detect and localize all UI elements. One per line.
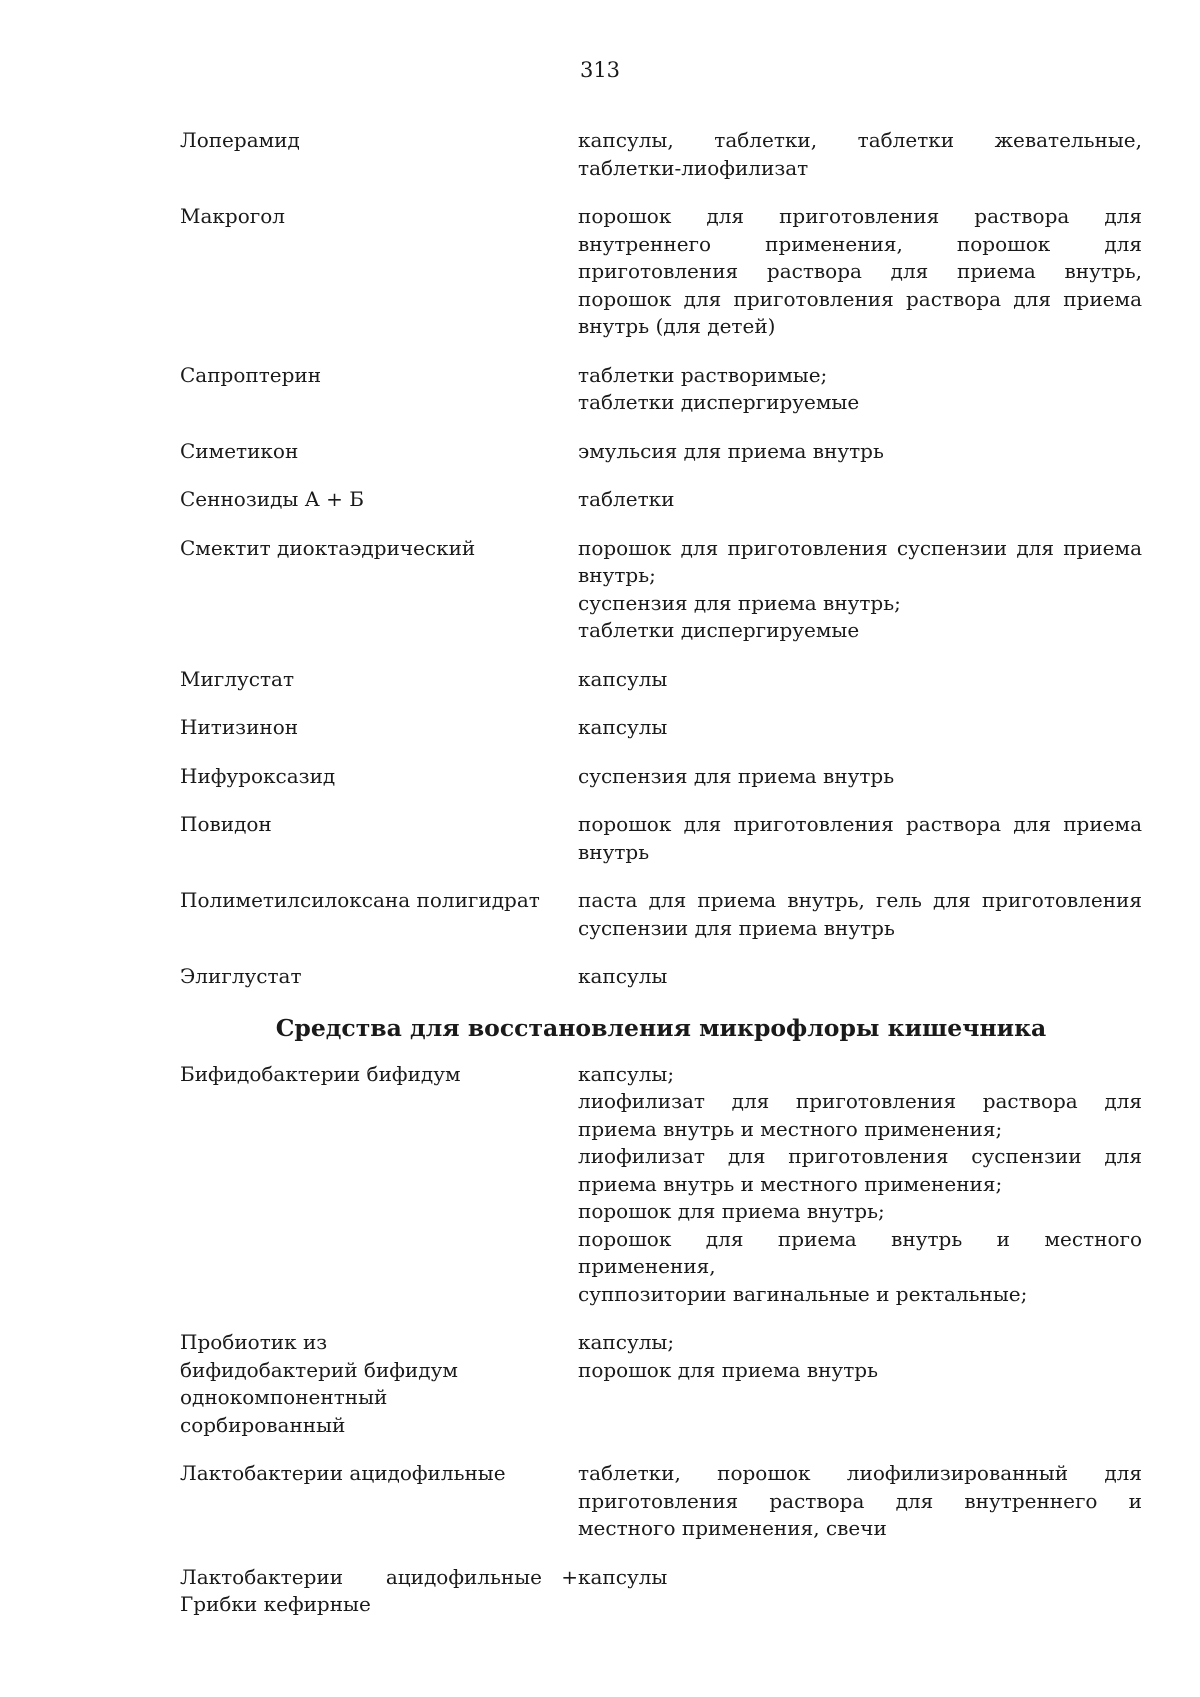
- dosage-form-line: порошок для приготовления суспензии для приема внутрь;: [578, 535, 1142, 587]
- dosage-forms: [578, 666, 1142, 694]
- dosage-form-line: порошок для приема внутрь: [578, 1357, 878, 1382]
- dosage-form-line: лиофилизат для приготовления раствора для приема внутрь и местного применения;: [578, 1089, 1142, 1141]
- dosage-form-line: эмульсия для приема внутрь: [578, 438, 884, 463]
- dosage-form-line: капсулы;: [578, 1061, 675, 1086]
- drug-name: Нифуроксазид: [180, 763, 336, 788]
- dosage-forms: [578, 714, 1142, 742]
- dosage-form-line: лиофилизат для приготовления суспензии для приема внутрь и местного применения;: [578, 1144, 1142, 1196]
- dosage-forms: [578, 535, 1142, 645]
- dosage-form-line: таблетки: [578, 487, 675, 511]
- dosage-form-line: таблетки растворимые;: [578, 362, 828, 387]
- drug-name-part: ацидофильные: [385, 1564, 542, 1589]
- page-number: 313: [579, 58, 621, 82]
- drug-name: Повидон: [180, 812, 272, 836]
- drug-name: Макрогол: [180, 204, 285, 228]
- drug-name: Сапроптерин: [180, 362, 322, 387]
- dosage-form-line: порошок для приготовления раствора для внутреннего применения, порошок для приготовления раствора для приема внутрь, порошок для приготовления раствора для приема внутрь (для детей): [578, 204, 1142, 338]
- section-heading: Средства для восстановления микрофлоры кишечника: [275, 1013, 1047, 1042]
- dosage-form-line: капсулы;: [578, 1330, 675, 1354]
- dosage-forms: [578, 811, 1142, 866]
- drug-name-part: Лактобактерии: [180, 1564, 344, 1589]
- drug-row: [180, 1564, 1142, 1619]
- drug-row: [180, 811, 1142, 866]
- dosage-form-line: капсулы, таблетки, таблетки жевательные, таблетки-лиофилизат: [578, 128, 1142, 180]
- drug-list: [180, 127, 1142, 1640]
- drug-name: Полиметилсилоксана полигидрат: [180, 888, 540, 912]
- dosage-forms: [578, 1329, 1142, 1384]
- drug-name: Элиглустат: [180, 964, 302, 988]
- dosage-forms: [578, 486, 1142, 514]
- dosage-form-line: суппозитории вагинальные и ректальные;: [578, 1281, 1028, 1306]
- drug-name: Симетикон: [180, 438, 299, 463]
- drug-row: [180, 714, 1142, 742]
- dosage-forms: [578, 1061, 1142, 1309]
- drug-row: [180, 1329, 1142, 1439]
- drug-row: [180, 1460, 1142, 1543]
- dosage-form-line: порошок для приготовления раствора для приема внутрь: [578, 812, 1142, 864]
- dosage-form-line: капсулы: [578, 715, 668, 739]
- drug-name: Миглустат: [180, 666, 295, 691]
- dosage-forms: [578, 362, 1142, 417]
- dosage-forms: [578, 127, 1142, 182]
- drug-row: [180, 127, 1142, 182]
- drug-row: [180, 362, 1142, 417]
- drug-row: [180, 1061, 1142, 1309]
- dosage-forms: [578, 203, 1142, 341]
- dosage-form-line: порошок для приема внутрь;: [578, 1199, 885, 1223]
- drug-name: Смектит диоктаэдрический: [180, 535, 476, 560]
- dosage-forms: [578, 963, 1142, 991]
- dosage-form-line: паста для приема внутрь, гель для приготовления суспензии для приема внутрь: [578, 888, 1142, 940]
- drug-row: [180, 438, 1142, 466]
- dosage-forms: [578, 1460, 1142, 1543]
- dosage-form-line: порошок для приема внутрь и местного применения,: [578, 1226, 1142, 1278]
- drug-name-line: [180, 1564, 574, 1592]
- dosage-forms: [578, 438, 1142, 466]
- dosage-forms: [578, 887, 1142, 942]
- drug-row: [180, 963, 1142, 991]
- dosage-form-line: капсулы: [578, 1564, 668, 1589]
- drug-row: [180, 887, 1142, 942]
- drug-name: [180, 1564, 578, 1619]
- dosage-form-line: таблетки диспергируемые: [578, 618, 860, 642]
- dosage-forms: [578, 763, 1142, 791]
- drug-row: [180, 666, 1142, 694]
- drug-row: [180, 763, 1142, 791]
- drug-name: Пробиотик из бифидобактерий бифидум однокомпонентный сорбированный: [180, 1330, 458, 1437]
- drug-row: [180, 535, 1142, 645]
- drug-name: Лоперамид: [180, 128, 300, 152]
- dosage-form-line: суспензия для приема внутрь;: [578, 590, 901, 615]
- drug-name-line: Грибки кефирные: [180, 1592, 371, 1616]
- drug-name: Нитизинон: [180, 715, 299, 739]
- drug-name: Лактобактерии ацидофильные: [180, 1461, 506, 1485]
- drug-row: [180, 486, 1142, 514]
- dosage-form-line: суспензия для приема внутрь: [578, 763, 895, 788]
- drug-name: Бифидобактерии бифидум: [180, 1061, 461, 1086]
- plus-sign: +: [561, 1564, 578, 1589]
- dosage-form-line: капсулы: [578, 666, 668, 691]
- dosage-forms: [578, 1564, 1142, 1592]
- dosage-form-line: таблетки, порошок лиофилизированный для приготовления раствора для внутреннего и местного применения, свечи: [578, 1461, 1142, 1540]
- drug-row: [180, 203, 1142, 341]
- drug-name: Сеннозиды А + Б: [180, 487, 364, 511]
- dosage-form-line: таблетки диспергируемые: [578, 390, 860, 414]
- dosage-form-line: капсулы: [578, 964, 668, 988]
